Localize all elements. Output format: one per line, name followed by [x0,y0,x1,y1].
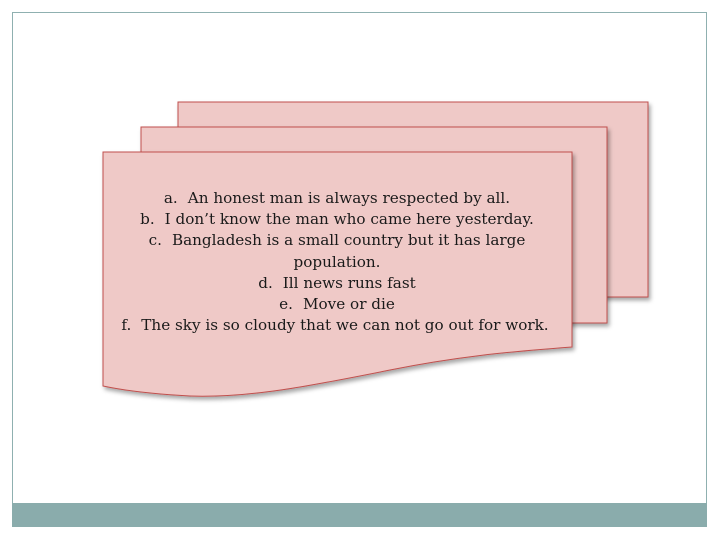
sentence-d [104,273,570,294]
sentence-text: An honest man is always respected by all. [187,189,511,207]
sentence-text: The sky is so cloudy that we can not go out for work. [141,316,549,335]
sentence-text: Move or die [302,295,395,314]
sentence-b [104,209,570,230]
list-marker: e. [279,295,293,314]
list-marker: f. [121,316,132,335]
sentence-f [100,315,570,336]
sentence-c [104,230,570,272]
list-marker: b. [140,210,155,229]
list-marker: a. [163,189,178,207]
sentence-list [104,188,570,336]
sentence-text: Bangladesh is a small country but it has large population. [171,231,526,271]
sentence-e [104,294,570,315]
bottom-accent-bar [12,503,707,527]
list-marker: d. [258,273,273,292]
sentence-text: I don’t know the man who came here yesterday. [164,210,534,229]
sentence-a [104,188,570,209]
sentence-text: Ill news runs fast [282,273,416,292]
list-marker: c. [148,231,162,250]
